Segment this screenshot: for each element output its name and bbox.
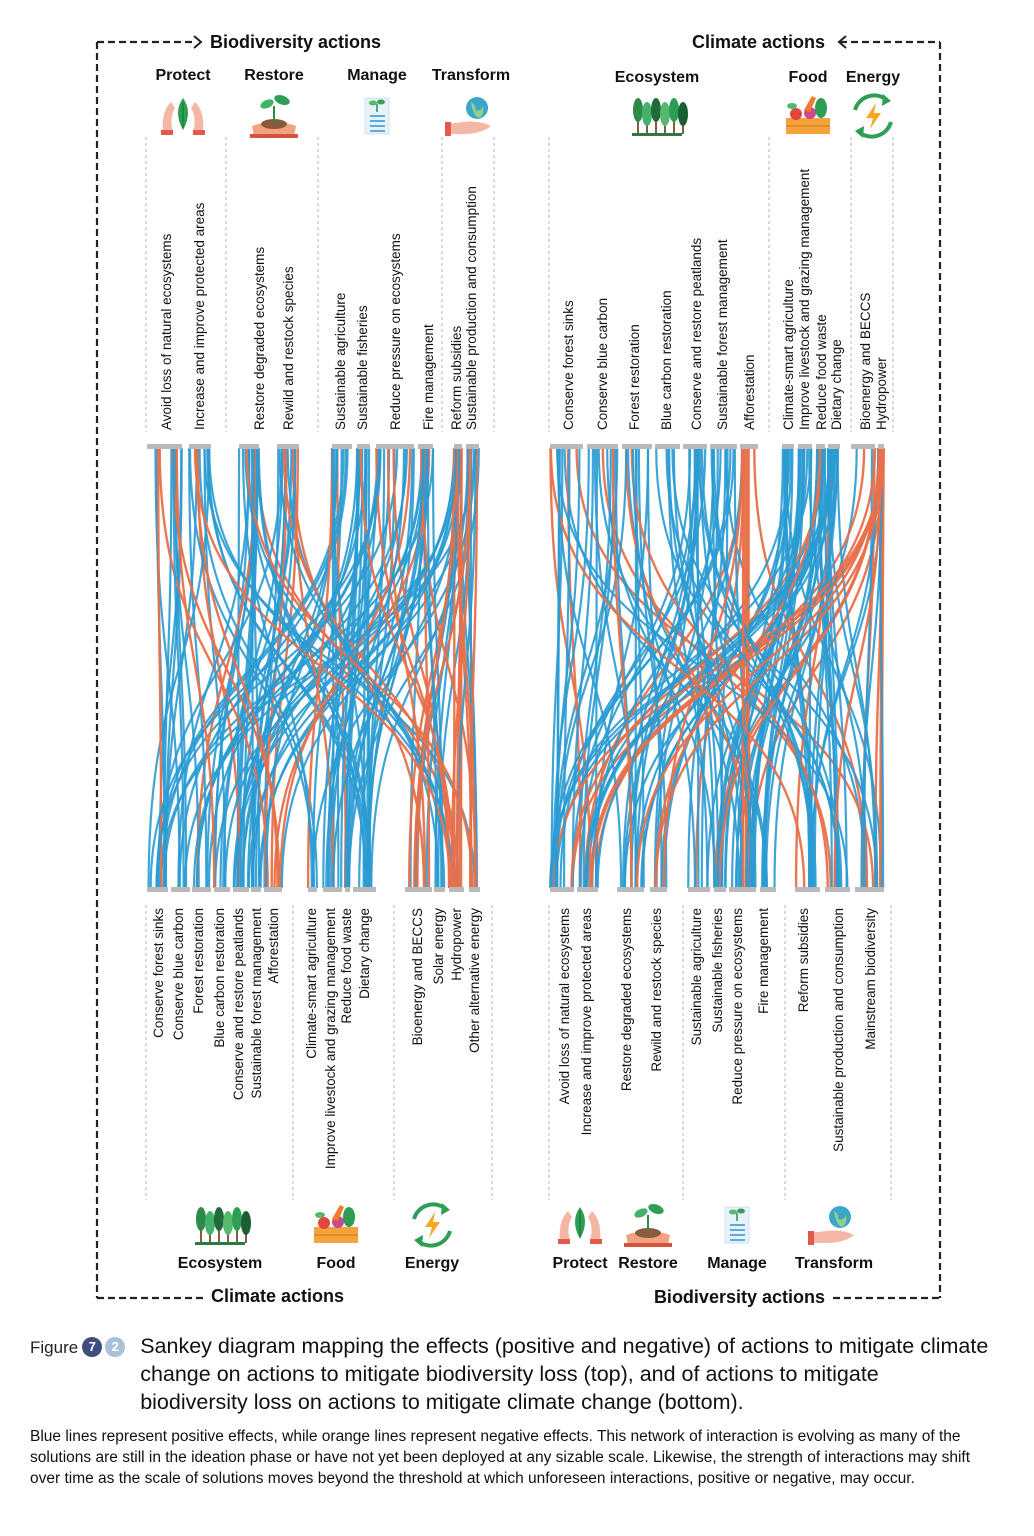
- arrow-right-icon: [194, 36, 201, 48]
- left-top-node: [189, 444, 211, 449]
- document-plant-icon: [365, 98, 389, 134]
- right-bottom-node: [688, 887, 710, 892]
- right-top-node-label: Reduce food waste: [814, 314, 829, 430]
- right-top-node: [655, 444, 680, 449]
- right-bottom-node-label: Rewild and restock species: [649, 908, 664, 1072]
- right-top-node: [740, 444, 758, 449]
- left-top-category-restore: Restore: [244, 67, 304, 84]
- right-bottom-node: [729, 887, 756, 892]
- left-bottom-node: [147, 887, 168, 892]
- left-bottom-node: [449, 887, 464, 892]
- right-bottom-node-label: Sustainable production and consumption: [831, 908, 846, 1152]
- figure-caption: [30, 1332, 1010, 1489]
- left-top-node-label: Sustainable production and consumption: [464, 186, 479, 430]
- left-bottom-category-energy: Energy: [404, 1255, 460, 1272]
- right-top-node: [710, 444, 737, 449]
- left-top-node: [332, 444, 352, 449]
- right-top-node: [782, 444, 794, 449]
- figure-word: Figure: [30, 1338, 79, 1357]
- left-bottom-node: [251, 887, 261, 892]
- left-top-node: [454, 444, 462, 449]
- right-bottom-category-protect: Protect: [552, 1255, 608, 1272]
- left-bottom-node: [264, 887, 282, 892]
- right-bottom-node-label: Avoid loss of natural ecosystems: [557, 908, 572, 1105]
- left-bottom-node: [345, 887, 350, 892]
- right-bottom-category-restore: Restore: [618, 1255, 678, 1272]
- right-bottom-node-label: Reduce pressure on ecosystems: [730, 908, 745, 1105]
- right-top-category-energy: Energy: [845, 69, 901, 86]
- right-top-node-label: Afforestation: [742, 354, 757, 430]
- left-bottom-node-label: Bioenergy and BECCS: [410, 908, 425, 1046]
- left-top-node-label: Reform subsidies: [449, 325, 464, 430]
- forest-icon: [195, 1207, 251, 1245]
- right-top-category-food: Food: [788, 69, 828, 86]
- left-bottom-node-label: Hydropower: [449, 908, 464, 981]
- figure-number-badge: 7: [82, 1337, 102, 1357]
- energy-cycle-icon: [414, 1203, 450, 1247]
- right-bottom-node: [617, 887, 644, 892]
- right-top-node-label: Blue carbon restoration: [659, 290, 674, 430]
- hands-leaf-icon: [558, 1207, 602, 1244]
- right-bottom-category-transform: Transform: [794, 1255, 874, 1272]
- figure-title: Sankey diagram mapping the effects (positive and negative) of actions to mitigate climate change on actions to mitigate biodiversity loss (top), and of actions to mitigate biodiversity loss on actions to mitigate climate change (bottom).: [140, 1334, 989, 1414]
- left-bottom-node-label: Solar energy: [431, 908, 446, 985]
- header-climate-actions-top: Climate actions: [691, 32, 825, 52]
- left-top-node-label: Fire management: [421, 324, 436, 430]
- right-bottom-node-label: Fire management: [756, 908, 771, 1014]
- left-bottom-node-label: Conserve and restore peatlands: [231, 908, 246, 1101]
- left-top-node-label: Rewild and restock species: [281, 266, 296, 430]
- document-plant-icon: [725, 1207, 749, 1243]
- right-bottom-node-label: Increase and improve protected areas: [579, 908, 594, 1136]
- right-top-category-ecosystem: Ecosystem: [614, 69, 700, 86]
- right-top-node: [828, 444, 840, 449]
- right-bottom-node-label: Sustainable fisheries: [710, 908, 725, 1033]
- category-headers: [155, 67, 900, 1272]
- left-bottom-node-label: Reduce food waste: [339, 908, 354, 1024]
- chapter-number-badge: 2: [105, 1337, 125, 1357]
- right-top-node-label: Climate-smart agriculture: [781, 279, 796, 430]
- left-top-node: [239, 444, 259, 449]
- left-top-node-label: Sustainable fisheries: [355, 305, 370, 430]
- right-bottom-node-label: Reform subsidies: [796, 908, 811, 1013]
- left-bottom-node-label: Conserve forest sinks: [151, 908, 166, 1038]
- right-bottom-node-label: Restore degraded ecosystems: [619, 908, 634, 1092]
- left-bottom-node-label: Forest restoration: [191, 908, 206, 1014]
- globe-hand-icon: [445, 97, 491, 136]
- left-bottom-node: [405, 887, 432, 892]
- left-top-node: [418, 444, 433, 449]
- right-top-node-label: Hydropower: [874, 357, 889, 430]
- left-top-category-manage: Manage: [347, 67, 407, 84]
- sapling-hands-icon: [624, 1202, 672, 1247]
- right-top-node: [878, 444, 884, 449]
- right-top-node-label: Bioenergy and BECCS: [858, 292, 873, 430]
- right-top-node-label: Sustainable forest management: [715, 239, 730, 430]
- left-top-node: [376, 444, 414, 449]
- left-bottom-category-ecosystem: Ecosystem: [177, 1255, 263, 1272]
- sapling-hands-icon: [250, 93, 298, 138]
- right-bottom-category-manage: Manage: [707, 1255, 767, 1272]
- left-bottom-node-label: Other alternative energy: [467, 908, 482, 1053]
- left-top-node: [466, 444, 479, 449]
- right-bottom-node-label: Sustainable agriculture: [689, 908, 704, 1046]
- sankey-links: [149, 448, 884, 888]
- header-biodiversity-actions-top: Biodiversity actions: [210, 32, 382, 52]
- left-bottom-node-label: Improve livestock and grazing management: [323, 908, 338, 1170]
- right-top-node: [816, 444, 825, 449]
- left-bottom-node-label: Conserve blue carbon: [171, 908, 186, 1041]
- right-top-node-label: Improve livestock and grazing management: [797, 168, 812, 430]
- right-top-node: [798, 444, 812, 449]
- left-top-node-label: Increase and improve protected areas: [192, 202, 207, 430]
- left-bottom-node: [469, 887, 480, 892]
- left-bottom-category-food: Food: [316, 1255, 356, 1272]
- left-top-node: [147, 444, 182, 449]
- left-bottom-node-label: Blue carbon restoration: [212, 908, 227, 1048]
- header-biodiversity-actions-bottom: Biodiversity actions: [653, 1287, 825, 1307]
- left-bottom-node-label: Afforestation: [266, 908, 281, 984]
- food-crate-icon: [786, 96, 830, 134]
- figure-description: Blue lines represent positive effects, while orange lines represent negative effects. This network of interaction is evolving as many of the solutions are still in the ideation phase or have not yet been deployed at any sizable scale. Likewise, the strength of interactions may shift over time as the scale of solutions moves beyond the threshold at which unforeseen interactions, positive or negative, may occur.: [30, 1428, 971, 1487]
- right-top-node: [683, 444, 707, 449]
- right-bottom-node: [650, 887, 667, 892]
- positive-effect-link: [252, 448, 253, 888]
- right-top-node-label: Forest restoration: [627, 324, 642, 430]
- left-bottom-node: [171, 887, 190, 892]
- left-bottom-node-label: Sustainable forest management: [249, 908, 264, 1099]
- forest-icon: [632, 98, 688, 136]
- left-top-node: [357, 444, 370, 449]
- left-bottom-node: [214, 887, 230, 892]
- header-climate-actions-bottom: Climate actions: [211, 1286, 345, 1306]
- left-bottom-node-label: Dietary change: [357, 908, 372, 999]
- left-bottom-node: [233, 887, 249, 892]
- right-bottom-node-label: Mainstream biodiversity: [863, 908, 878, 1050]
- energy-cycle-icon: [855, 94, 891, 138]
- left-top-category-transform: Transform: [431, 67, 511, 84]
- right-bottom-node: [550, 887, 574, 892]
- right-top-node-label: Conserve forest sinks: [561, 300, 576, 430]
- right-bottom-node: [760, 887, 776, 892]
- right-top-node-label: Conserve blue carbon: [595, 297, 610, 430]
- right-bottom-node: [855, 887, 884, 892]
- right-top-node-label: Conserve and restore peatlands: [689, 237, 704, 430]
- left-top-category-protect: Protect: [155, 67, 211, 84]
- right-bottom-node: [577, 887, 598, 892]
- left-top-node-label: Reduce pressure on ecosystems: [388, 233, 403, 430]
- right-top-node: [622, 444, 652, 449]
- right-bottom-node: [714, 887, 726, 892]
- right-bottom-node: [795, 887, 820, 892]
- left-bottom-node: [434, 887, 445, 892]
- left-top-node-label: Avoid loss of natural ecosystems: [159, 233, 174, 430]
- left-top-node-label: Sustainable agriculture: [333, 292, 348, 430]
- left-bottom-node: [353, 887, 376, 892]
- right-top-node: [587, 444, 618, 449]
- left-bottom-node: [323, 887, 342, 892]
- left-top-node-label: Restore degraded ecosystems: [252, 246, 267, 430]
- hands-leaf-icon: [161, 98, 205, 135]
- right-top-node: [550, 444, 583, 449]
- left-bottom-node: [308, 887, 317, 892]
- left-top-node: [277, 444, 299, 449]
- right-bottom-node: [825, 887, 850, 892]
- food-crate-icon: [314, 1205, 358, 1243]
- globe-hand-icon: [808, 1206, 854, 1245]
- left-bottom-node: [192, 887, 211, 892]
- right-top-node-label: Dietary change: [829, 339, 844, 430]
- right-top-node: [851, 444, 875, 449]
- left-bottom-node-label: Climate-smart agriculture: [304, 908, 319, 1059]
